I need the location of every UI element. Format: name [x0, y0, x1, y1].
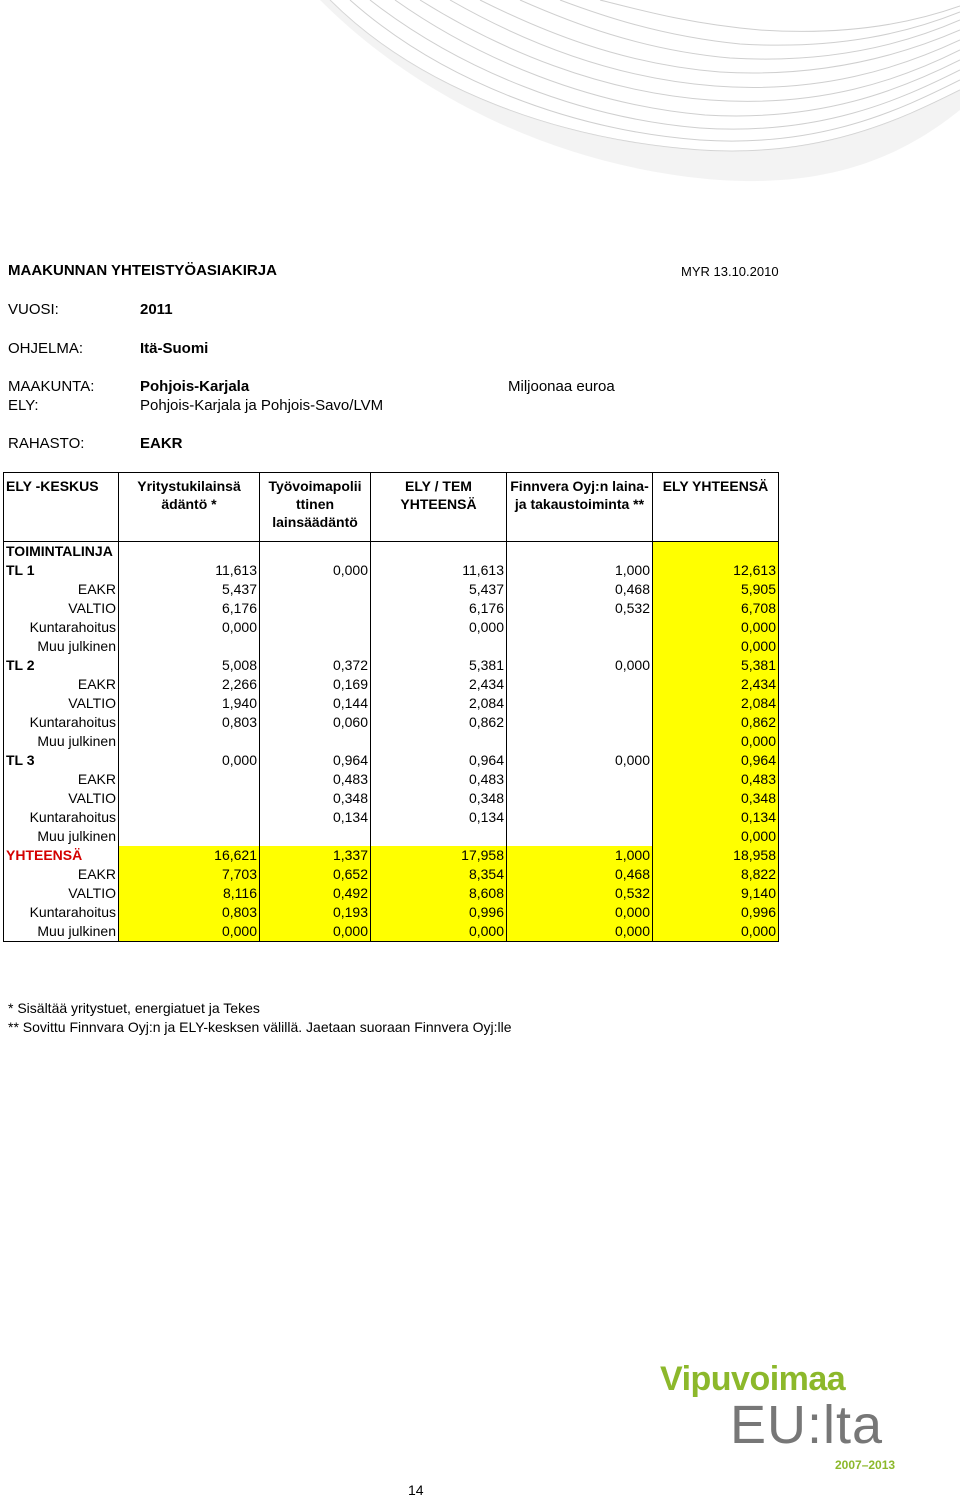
cell-col1: 6,176: [119, 599, 260, 618]
row-label: Muu julkinen: [4, 922, 119, 942]
ely-label: ELY:: [8, 397, 39, 414]
table-header-row: [4, 473, 779, 542]
table-row: [4, 865, 779, 884]
table-row: [4, 808, 779, 827]
section-label: TOIMINTALINJA: [4, 542, 119, 562]
cell-col1: [119, 732, 260, 751]
cell-col2: 0,652: [260, 865, 371, 884]
cell-col4: 0,000: [507, 922, 653, 942]
vuosi-label: VUOSI:: [8, 301, 59, 318]
rahasto-value: EAKR: [140, 435, 183, 452]
cell-col1: 1,940: [119, 694, 260, 713]
cell-col5: 0,000: [653, 618, 779, 637]
table-row: [4, 732, 779, 751]
cell-col5: 5,905: [653, 580, 779, 599]
ely-value: Pohjois-Karjala ja Pohjois-Savo/LVM: [140, 397, 384, 414]
cell-col5: 0,000: [653, 922, 779, 942]
cell-col4: 0,532: [507, 884, 653, 903]
cell-col1: 11,613: [119, 561, 260, 580]
cell-col3: 0,000: [371, 922, 507, 942]
cell-col1: 8,116: [119, 884, 260, 903]
row-label: EAKR: [4, 675, 119, 694]
table-row: [4, 846, 779, 865]
cell-col4: 0,468: [507, 865, 653, 884]
unit-label: Miljoonaa euroa: [508, 378, 615, 395]
table-row: [4, 694, 779, 713]
row-label: EAKR: [4, 865, 119, 884]
cell-col2: 0,134: [260, 808, 371, 827]
cell-col5: 0,134: [653, 808, 779, 827]
cell-col1: 0,000: [119, 751, 260, 770]
cell-col1: 0,000: [119, 618, 260, 637]
cell-col5: 0,964: [653, 751, 779, 770]
cell-col2: 0,000: [260, 561, 371, 580]
cell-col2: 0,144: [260, 694, 371, 713]
row-label: TL 3: [4, 751, 119, 770]
cell-col5: 9,140: [653, 884, 779, 903]
row-label: VALTIO: [4, 789, 119, 808]
logo-years: 2007–2013: [835, 1458, 896, 1472]
cell-col2: 0,193: [260, 903, 371, 922]
cell-col3: 8,354: [371, 865, 507, 884]
row-label: TL 1: [4, 561, 119, 580]
cell-col2: 0,492: [260, 884, 371, 903]
cell-col3: 6,176: [371, 599, 507, 618]
logo-line2: EU:lta: [730, 1395, 884, 1455]
row-label: EAKR: [4, 770, 119, 789]
cell-col5: 5,381: [653, 656, 779, 675]
cell-col3: 0,134: [371, 808, 507, 827]
cell-col3: [371, 827, 507, 846]
cell-col4: [507, 827, 653, 846]
table-row: [4, 751, 779, 770]
cell-col5: 0,483: [653, 770, 779, 789]
cell-col4: [507, 808, 653, 827]
cell-col1: [119, 808, 260, 827]
cell-col5: 0,000: [653, 827, 779, 846]
cell-col3: [371, 732, 507, 751]
cell-col5: 8,822: [653, 865, 779, 884]
cell-col1: 0,803: [119, 713, 260, 732]
table-row: [4, 770, 779, 789]
row-label: Muu julkinen: [4, 827, 119, 846]
header-yritystukilainsaadanto: Yritystukilainsä ädäntö *: [119, 473, 260, 542]
cell-col2: [260, 827, 371, 846]
cell-col4: [507, 713, 653, 732]
cell-col1: 2,266: [119, 675, 260, 694]
cell-col1: 5,008: [119, 656, 260, 675]
row-label: Muu julkinen: [4, 732, 119, 751]
row-label: Kuntarahoitus: [4, 903, 119, 922]
table-row: [4, 827, 779, 846]
header-ely-keskus: ELY -KESKUS: [4, 473, 119, 542]
cell-col2: [260, 599, 371, 618]
cell-col2: [260, 618, 371, 637]
cell-col4: [507, 675, 653, 694]
cell-col3: 2,434: [371, 675, 507, 694]
cell-col3: 5,381: [371, 656, 507, 675]
cell-col2: [260, 637, 371, 656]
cell-col5: 12,613: [653, 561, 779, 580]
maakunta-label: MAAKUNTA:: [8, 378, 95, 395]
cell-col3: 0,996: [371, 903, 507, 922]
cell-col3: 2,084: [371, 694, 507, 713]
cell-col2: 0,372: [260, 656, 371, 675]
cell-col2: 0,000: [260, 922, 371, 942]
cell-col1: 7,703: [119, 865, 260, 884]
vuosi-value: 2011: [140, 301, 173, 318]
cell-col4: 0,000: [507, 751, 653, 770]
vipuvoimaa-logo: [660, 1360, 920, 1480]
page-number: 14: [408, 1482, 424, 1498]
cell-col3: 8,608: [371, 884, 507, 903]
cell-col5: 0,000: [653, 637, 779, 656]
document-title: MAAKUNNAN YHTEISTYÖASIAKIRJA: [8, 262, 277, 279]
row-label: VALTIO: [4, 694, 119, 713]
table-row: [4, 561, 779, 580]
section-row: [4, 542, 779, 562]
table-row: [4, 637, 779, 656]
cell-col4: [507, 732, 653, 751]
cell-col5: 0,348: [653, 789, 779, 808]
cell-col1: 5,437: [119, 580, 260, 599]
table-row: [4, 884, 779, 903]
maakunta-value: Pohjois-Karjala: [140, 378, 250, 395]
cell-col3: 0,000: [371, 618, 507, 637]
cell-col5: 6,708: [653, 599, 779, 618]
table-row: [4, 789, 779, 808]
cell-col4: [507, 637, 653, 656]
cell-col3: 0,862: [371, 713, 507, 732]
cell-col4: 1,000: [507, 561, 653, 580]
cell-col1: [119, 637, 260, 656]
row-label: EAKR: [4, 580, 119, 599]
cell-col3: 11,613: [371, 561, 507, 580]
cell-col2: 0,483: [260, 770, 371, 789]
cell-col2: 0,169: [260, 675, 371, 694]
row-label: VALTIO: [4, 599, 119, 618]
decorative-swoosh-graphic: [0, 0, 960, 240]
cell-col5: 18,958: [653, 846, 779, 865]
cell-col2: [260, 732, 371, 751]
cell-col4: 0,468: [507, 580, 653, 599]
cell-col4: [507, 770, 653, 789]
cell-col3: 5,437: [371, 580, 507, 599]
cell-col5: 2,434: [653, 675, 779, 694]
row-label: Muu julkinen: [4, 637, 119, 656]
table-row: [4, 903, 779, 922]
cell-col5: 0,996: [653, 903, 779, 922]
cell-col1: 0,803: [119, 903, 260, 922]
footnote-1: * Sisältää yritystuet, energiatuet ja Tekes: [8, 1000, 260, 1016]
cell-col2: 0,060: [260, 713, 371, 732]
document-date: MYR 13.10.2010: [681, 264, 779, 279]
cell-col1: 16,621: [119, 846, 260, 865]
funding-table: [3, 472, 779, 942]
cell-col4: [507, 618, 653, 637]
cell-col2: 1,337: [260, 846, 371, 865]
cell-col5: 2,084: [653, 694, 779, 713]
header-ely-tem-yhteensa: ELY / TEM YHTEENSÄ: [371, 473, 507, 542]
row-label: YHTEENSÄ: [4, 846, 119, 865]
cell-col1: [119, 789, 260, 808]
cell-col2: 0,348: [260, 789, 371, 808]
cell-col2: [260, 580, 371, 599]
logo-line1: Vipuvoimaa: [660, 1360, 846, 1398]
header-finnvera: Finnvera Oyj:n laina- ja takaustoiminta **: [507, 473, 653, 542]
cell-col1: [119, 827, 260, 846]
row-label: Kuntarahoitus: [4, 713, 119, 732]
cell-col4: 1,000: [507, 846, 653, 865]
rahasto-label: RAHASTO:: [8, 435, 85, 452]
table-row: [4, 922, 779, 942]
cell-col4: [507, 789, 653, 808]
cell-col2: 0,964: [260, 751, 371, 770]
cell-col1: 0,000: [119, 922, 260, 942]
table-row: [4, 599, 779, 618]
cell-col5: 0,862: [653, 713, 779, 732]
cell-col3: 0,483: [371, 770, 507, 789]
row-label: VALTIO: [4, 884, 119, 903]
row-label: Kuntarahoitus: [4, 618, 119, 637]
cell-col3: 17,958: [371, 846, 507, 865]
ohjelma-value: Itä-Suomi: [140, 340, 209, 357]
footnote-2: ** Sovittu Finnvara Oyj:n ja ELY-kesksen välillä. Jaetaan suoraan Finnvera Oyj:lle: [8, 1019, 512, 1035]
cell-col3: 0,964: [371, 751, 507, 770]
table-row: [4, 618, 779, 637]
cell-col3: 0,348: [371, 789, 507, 808]
table-row: [4, 675, 779, 694]
table-row: [4, 656, 779, 675]
cell-col3: [371, 637, 507, 656]
cell-col1: [119, 770, 260, 789]
ohjelma-label: OHJELMA:: [8, 340, 84, 357]
header-ely-yhteensa: ELY YHTEENSÄ: [653, 473, 779, 542]
cell-col4: [507, 694, 653, 713]
cell-col5: 0,000: [653, 732, 779, 751]
cell-col4: 0,000: [507, 656, 653, 675]
cell-col4: 0,000: [507, 903, 653, 922]
row-label: Kuntarahoitus: [4, 808, 119, 827]
header-tyovoimapoliittinen: Työvoimapolii ttinen lainsäädäntö: [260, 473, 371, 542]
cell-col4: 0,532: [507, 599, 653, 618]
table-row: [4, 580, 779, 599]
row-label: TL 2: [4, 656, 119, 675]
table-row: [4, 713, 779, 732]
